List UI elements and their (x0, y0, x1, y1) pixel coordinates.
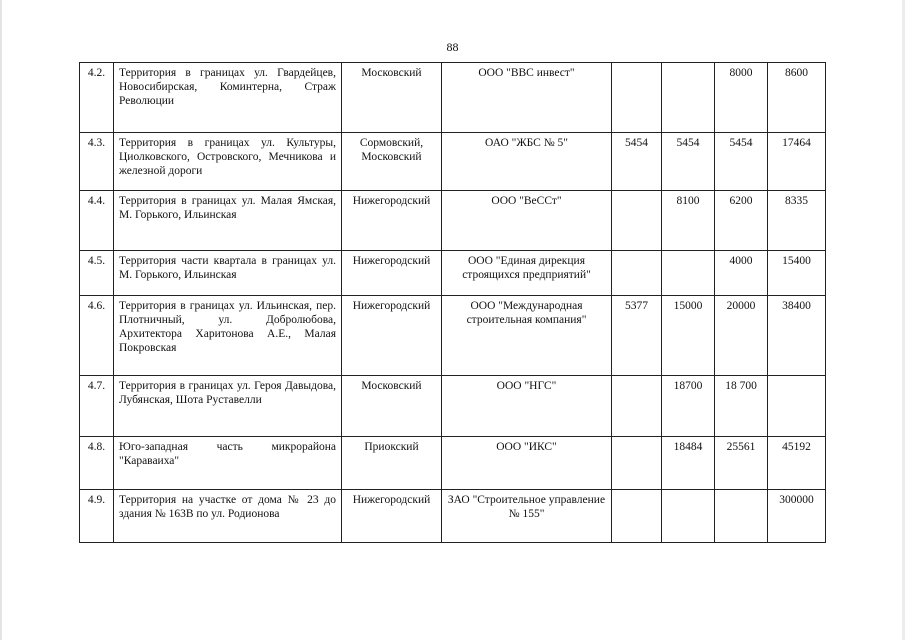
row-number: 4.8. (80, 437, 114, 490)
value-cell-2: 18700 (662, 376, 715, 437)
territory-cell: Территория в границах ул. Малая Ямская, М. Горького, Ильинская (114, 191, 342, 251)
organization-cell: ООО "ВеССт" (442, 191, 612, 251)
organization-cell: ООО "ВВС инвест" (442, 63, 612, 133)
territory-cell: Территория на участке от дома № 23 до здания № 163В по ул. Родионова (114, 490, 342, 543)
value-cell-2 (662, 251, 715, 296)
page-number: 88 (446, 40, 459, 54)
value-cell-3: 18 700 (715, 376, 768, 437)
value-cell-2: 15000 (662, 296, 715, 376)
value-cell-4: 45192 (768, 437, 826, 490)
value-cell-2: 18484 (662, 437, 715, 490)
organization-cell: ЗАО "Строительное управление № 155" (442, 490, 612, 543)
value-cell-3: 5454 (715, 133, 768, 191)
value-cell-1 (612, 437, 662, 490)
value-cell-1: 5377 (612, 296, 662, 376)
district-cell: Нижегородский (342, 251, 442, 296)
territory-cell: Территория в границах ул. Гвардейцев, Новосибирская, Коминтерна, Страж Революции (114, 63, 342, 133)
value-cell-4: 8335 (768, 191, 826, 251)
district-cell: Нижегородский (342, 191, 442, 251)
organization-cell: ОАО "ЖБС № 5" (442, 133, 612, 191)
territory-cell: Территория в границах ул. Героя Давыдова, Лубянская, Шота Руставелли (114, 376, 342, 437)
value-cell-2: 8100 (662, 191, 715, 251)
territory-cell: Территория части квартала в границах ул. М. Горького, Ильинская (114, 251, 342, 296)
table-row (80, 490, 826, 543)
value-cell-2 (662, 63, 715, 133)
value-cell-4: 38400 (768, 296, 826, 376)
territory-cell: Территория в границах ул. Культуры, Циолковского, Островского, Мечникова и железной дороги (114, 133, 342, 191)
organization-cell: ООО "Международная строительная компания" (442, 296, 612, 376)
value-cell-4: 17464 (768, 133, 826, 191)
value-cell-3: 25561 (715, 437, 768, 490)
row-number: 4.9. (80, 490, 114, 543)
row-number: 4.4. (80, 191, 114, 251)
row-number: 4.6. (80, 296, 114, 376)
value-cell-3 (715, 490, 768, 543)
value-cell-4 (768, 376, 826, 437)
row-number: 4.5. (80, 251, 114, 296)
table-row (80, 191, 826, 251)
value-cell-3: 8000 (715, 63, 768, 133)
value-cell-1 (612, 376, 662, 437)
scan-edge-left (0, 0, 2, 640)
district-cell: Московский (342, 63, 442, 133)
territory-cell: Территория в границах ул. Ильинская, пер. Плотничный, ул. Добролюбова, Архитектора Харитонова А.Е., Малая Покровская (114, 296, 342, 376)
value-cell-4: 300000 (768, 490, 826, 543)
value-cell-2: 5454 (662, 133, 715, 191)
organization-cell: ООО "Единая дирекция строящихся предприятий" (442, 251, 612, 296)
value-cell-1 (612, 191, 662, 251)
table-row (80, 296, 826, 376)
row-number: 4.2. (80, 63, 114, 133)
value-cell-4: 15400 (768, 251, 826, 296)
row-number: 4.3. (80, 133, 114, 191)
value-cell-3: 20000 (715, 296, 768, 376)
district-cell: Нижегородский (342, 490, 442, 543)
value-cell-1 (612, 63, 662, 133)
table-row (80, 63, 826, 133)
value-cell-1: 5454 (612, 133, 662, 191)
value-cell-4: 8600 (768, 63, 826, 133)
district-cell: Сормовский, Московский (342, 133, 442, 191)
table-row (80, 251, 826, 296)
value-cell-1 (612, 251, 662, 296)
row-number: 4.7. (80, 376, 114, 437)
district-cell: Московский (342, 376, 442, 437)
table-row (80, 376, 826, 437)
table-row (80, 133, 826, 191)
investment-projects-table (79, 62, 826, 543)
value-cell-3: 4000 (715, 251, 768, 296)
district-cell: Нижегородский (342, 296, 442, 376)
value-cell-1 (612, 490, 662, 543)
value-cell-3: 6200 (715, 191, 768, 251)
territory-cell: Юго-западная часть микрорайона "Караваиха" (114, 437, 342, 490)
value-cell-2 (662, 490, 715, 543)
organization-cell: ООО "ИКС" (442, 437, 612, 490)
organization-cell: ООО "НГС" (442, 376, 612, 437)
table-row (80, 437, 826, 490)
district-cell: Приокский (342, 437, 442, 490)
